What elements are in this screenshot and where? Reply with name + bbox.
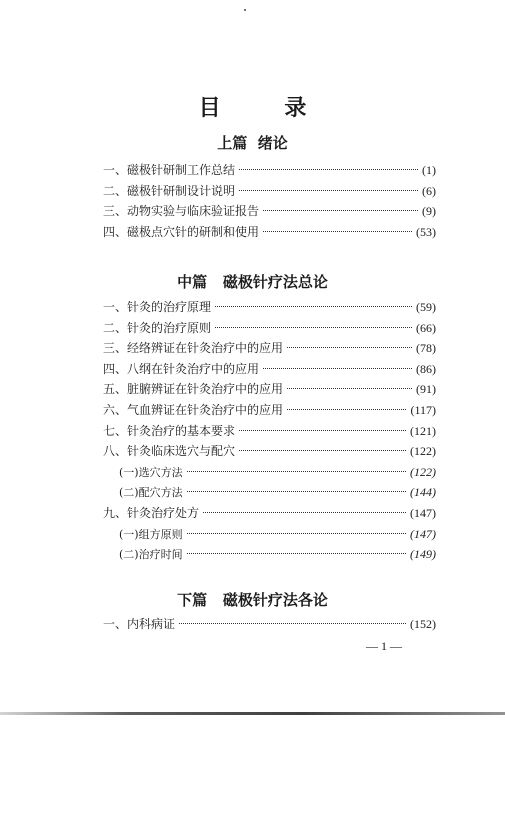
entry-title: 选穴方法: [138, 465, 183, 479]
entry-page: (1): [422, 163, 436, 177]
entry-page: (78): [416, 341, 436, 356]
entry-number: 八、: [103, 444, 128, 459]
dot-leader: [239, 430, 406, 431]
entry-number: 二、: [103, 320, 128, 335]
entry-title: 治疗时间: [138, 548, 183, 562]
toc-entry: [103, 503, 436, 524]
entry-number: 九、: [103, 505, 128, 520]
entry-title: 磁极点穴针的研制和使用: [127, 224, 260, 239]
toc-section-lower: [103, 614, 436, 635]
entry-title: 针灸的治疗原则: [127, 320, 212, 335]
entry-page: (147): [410, 505, 436, 520]
dot-leader: [187, 533, 406, 534]
dot-leader: [187, 491, 406, 492]
toc-entry: [103, 297, 436, 318]
entry-title: 经络辨证在针灸治疗中的应用: [127, 341, 284, 356]
toc-entry: [103, 441, 436, 462]
entry-number: 一、: [103, 300, 128, 314]
toc-section-upper: [103, 160, 436, 242]
entry-title: 配穴方法: [138, 486, 183, 500]
dot-leader: [239, 450, 406, 451]
scan-edge-line: [0, 712, 505, 715]
scan-speck: [244, 9, 246, 11]
entry-number: 三、: [103, 341, 128, 356]
entry-page: (91): [416, 382, 436, 397]
entry-number: 三、: [103, 204, 128, 219]
toc-subentry: [103, 462, 436, 483]
entry-title: 磁极针研制设计说明: [127, 183, 236, 198]
entry-page: (53): [416, 224, 436, 239]
dot-leader: [287, 347, 412, 348]
entry-title: 针灸治疗处方: [127, 505, 200, 520]
toc-entry: [103, 379, 436, 400]
entry-page: (6): [422, 183, 436, 198]
toc-entry: [103, 160, 436, 181]
entry-number: 四、: [103, 224, 128, 239]
entry-page: (147): [410, 526, 436, 541]
entry-number: (一): [119, 527, 139, 541]
entry-number: 一、: [103, 617, 128, 631]
entry-number: 四、: [103, 361, 128, 376]
entry-page: (144): [410, 485, 436, 500]
part-heading-upper: 上篇 绪论: [217, 134, 288, 153]
dot-leader: [203, 512, 406, 513]
entry-page: (117): [410, 402, 436, 417]
dot-leader: [187, 553, 406, 554]
entry-number: (一): [119, 465, 139, 479]
entry-page: (149): [410, 547, 436, 562]
toc-entry: [103, 338, 436, 359]
entry-title: 脏腑辨证在针灸治疗中的应用: [127, 382, 284, 397]
dot-leader: [263, 210, 418, 211]
dot-leader: [287, 409, 406, 410]
entry-number: 七、: [103, 423, 128, 438]
toc-section-middle: [103, 297, 436, 565]
page-title: 目 录: [198, 94, 335, 121]
dot-leader: [263, 368, 412, 369]
toc-entry: [103, 222, 436, 243]
entry-title: 针灸临床选穴与配穴: [127, 444, 236, 459]
entry-page: (122): [410, 464, 436, 479]
dot-leader: [239, 169, 418, 170]
entry-page: (121): [410, 423, 436, 438]
toc-entry: [103, 318, 436, 339]
dot-leader: [263, 231, 412, 232]
dot-leader: [215, 306, 412, 307]
entry-number: (二): [119, 548, 139, 562]
entry-number: 一、: [103, 163, 128, 177]
entry-title: 八纲在针灸治疗中的应用: [127, 361, 260, 376]
page-folio: — 1 —: [366, 639, 402, 653]
dot-leader: [287, 388, 412, 389]
entry-title: 针灸治疗的基本要求: [127, 423, 236, 438]
toc-entry: [103, 400, 436, 421]
entry-title: 动物实验与临床验证报告: [127, 204, 260, 219]
entry-title: 针灸的治疗原理: [127, 300, 212, 314]
entry-title: 内科病证: [127, 617, 176, 631]
entry-page: (86): [416, 361, 436, 376]
toc-entry: [103, 359, 436, 380]
part-heading-middle: 中篇 磁极针疗法总论: [177, 273, 328, 292]
toc-subentry: [103, 544, 436, 565]
toc-entry: [103, 421, 436, 442]
entry-page: (122): [410, 444, 436, 459]
entry-title: 磁极针研制工作总结: [127, 163, 236, 177]
toc-entry: [103, 614, 436, 635]
entry-page: (152): [410, 617, 436, 631]
entry-page: (59): [416, 300, 436, 314]
part-heading-lower: 下篇 磁极针疗法各论: [177, 591, 328, 610]
dot-leader: [187, 471, 406, 472]
toc-subentry: [103, 524, 436, 545]
dot-leader: [239, 190, 418, 191]
entry-title: 气血辨证在针灸治疗中的应用: [127, 402, 284, 417]
toc-entry: [103, 201, 436, 222]
dot-leader: [215, 327, 412, 328]
dot-leader: [179, 623, 406, 624]
entry-number: 五、: [103, 382, 128, 397]
toc-subentry: [103, 482, 436, 503]
entry-page: (9): [422, 204, 436, 219]
entry-number: 六、: [103, 402, 128, 417]
entry-number: 二、: [103, 183, 128, 198]
toc-entry: [103, 181, 436, 202]
entry-page: (66): [416, 320, 436, 335]
entry-number: (二): [119, 486, 139, 500]
entry-title: 组方原则: [138, 527, 183, 541]
